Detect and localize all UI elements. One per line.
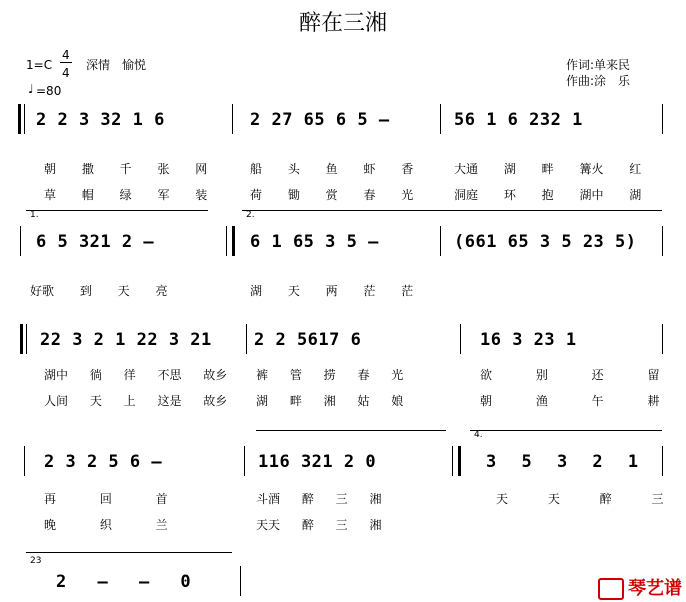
- barline: [244, 446, 245, 476]
- volta-label: 4.: [474, 430, 483, 440]
- measure: 2 3 2 5 6 –: [44, 452, 163, 472]
- time-signature-top: 4: [62, 48, 70, 62]
- barline: [440, 104, 441, 134]
- key-signature: 1=C: [26, 58, 53, 72]
- barline: [662, 324, 663, 354]
- composer-credit: 作曲:涂 乐: [566, 74, 631, 88]
- volta-line: [26, 552, 232, 553]
- tempo-mark: =80: [36, 84, 62, 98]
- volta-label: 1.: [30, 210, 39, 220]
- barline: [24, 446, 25, 476]
- barline: [240, 566, 241, 596]
- barline: [232, 104, 233, 134]
- time-signature-bar: [60, 62, 72, 63]
- lyric-line: 湖 畔 湘 姑 娘: [256, 394, 404, 408]
- lyric-line: 好歌 到 天 亮: [30, 284, 168, 298]
- measure: (661 65 3 5 23 5): [454, 232, 637, 252]
- measure: 6 1 65 3 5 –: [250, 232, 379, 252]
- repeat-end-bar: [458, 446, 461, 476]
- repeat-start-bar: [20, 324, 23, 354]
- lyric-line: 天 天 醉 三: [496, 492, 664, 506]
- lyric-line: 欲 别 还 留: [480, 368, 660, 382]
- measure: 2 – – 0: [56, 572, 192, 592]
- time-signature-bottom: 4: [62, 66, 70, 80]
- measure: 16 3 23 1: [480, 330, 577, 350]
- volta-label: 2.: [246, 210, 255, 220]
- barline: [662, 104, 663, 134]
- measure: 56 1 6 232 1: [454, 110, 583, 130]
- measure: 2 2 3 32 1 6: [36, 110, 165, 130]
- barline: [24, 104, 25, 134]
- volta-line: [26, 210, 208, 211]
- lyric-line: 斗酒 醉 三 湘: [256, 492, 382, 506]
- barline: [440, 226, 441, 256]
- lyric-line: 再 回 首: [44, 492, 168, 506]
- lyric-line: 草 帽 绿 军 装: [44, 188, 208, 202]
- measure: 2 2 5617 6: [254, 330, 362, 350]
- lyric-line: 人间 天 上 这是 故乡: [44, 394, 228, 408]
- repeat-start-bar: [18, 104, 21, 134]
- volta-line: [470, 430, 662, 431]
- lyric-line: 船 头 鱼 虾 香: [250, 162, 414, 176]
- measure-number: 23: [30, 556, 42, 566]
- lyric-line: 朝 撒 千 张 网: [44, 162, 208, 176]
- measure: 22 3 2 1 22 3 21: [40, 330, 212, 350]
- song-title: 醉在三湘: [298, 11, 387, 36]
- volta-line: [242, 210, 662, 211]
- measure: 2 27 65 6 5 –: [250, 110, 390, 130]
- lyric-line: 朝 渔 午 耕: [480, 394, 660, 408]
- piano-icon: [598, 578, 624, 600]
- lyricist-credit: 作词:单来民: [566, 58, 631, 72]
- lyric-line: 洞庭 环 抱 湖中 湖: [454, 188, 642, 202]
- quarter-note-icon: ♩: [28, 82, 34, 96]
- lyric-line: 荷 锄 赏 春 光: [250, 188, 414, 202]
- barline: [226, 226, 227, 256]
- lyric-line: 裤 管 捞 春 光: [256, 368, 404, 382]
- barline: [26, 324, 27, 354]
- lyric-line: 大通 湖 畔 篝火 红: [454, 162, 642, 176]
- barline: [662, 446, 663, 476]
- barline: [662, 226, 663, 256]
- measure: 3 5 3 2 1: [486, 452, 639, 472]
- volta-line: [256, 430, 446, 431]
- lyric-line: 湖中 徜 徉 不思 故乡: [44, 368, 228, 382]
- barline: [460, 324, 461, 354]
- lyric-line: 天天 醉 三 湘: [256, 518, 382, 532]
- barline: [246, 324, 247, 354]
- lyric-line: 湖 天 两 茫 茫: [250, 284, 414, 298]
- barline: [452, 446, 453, 476]
- lyric-line: 晚 织 兰: [44, 518, 168, 532]
- repeat-end-bar: [232, 226, 235, 256]
- measure: 116 321 2 0: [258, 452, 377, 472]
- barline: [20, 226, 21, 256]
- site-logo: 琴艺谱: [598, 574, 682, 600]
- measure: 6 5 321 2 –: [36, 232, 155, 252]
- expression-mark: 深情 愉悦: [86, 58, 147, 72]
